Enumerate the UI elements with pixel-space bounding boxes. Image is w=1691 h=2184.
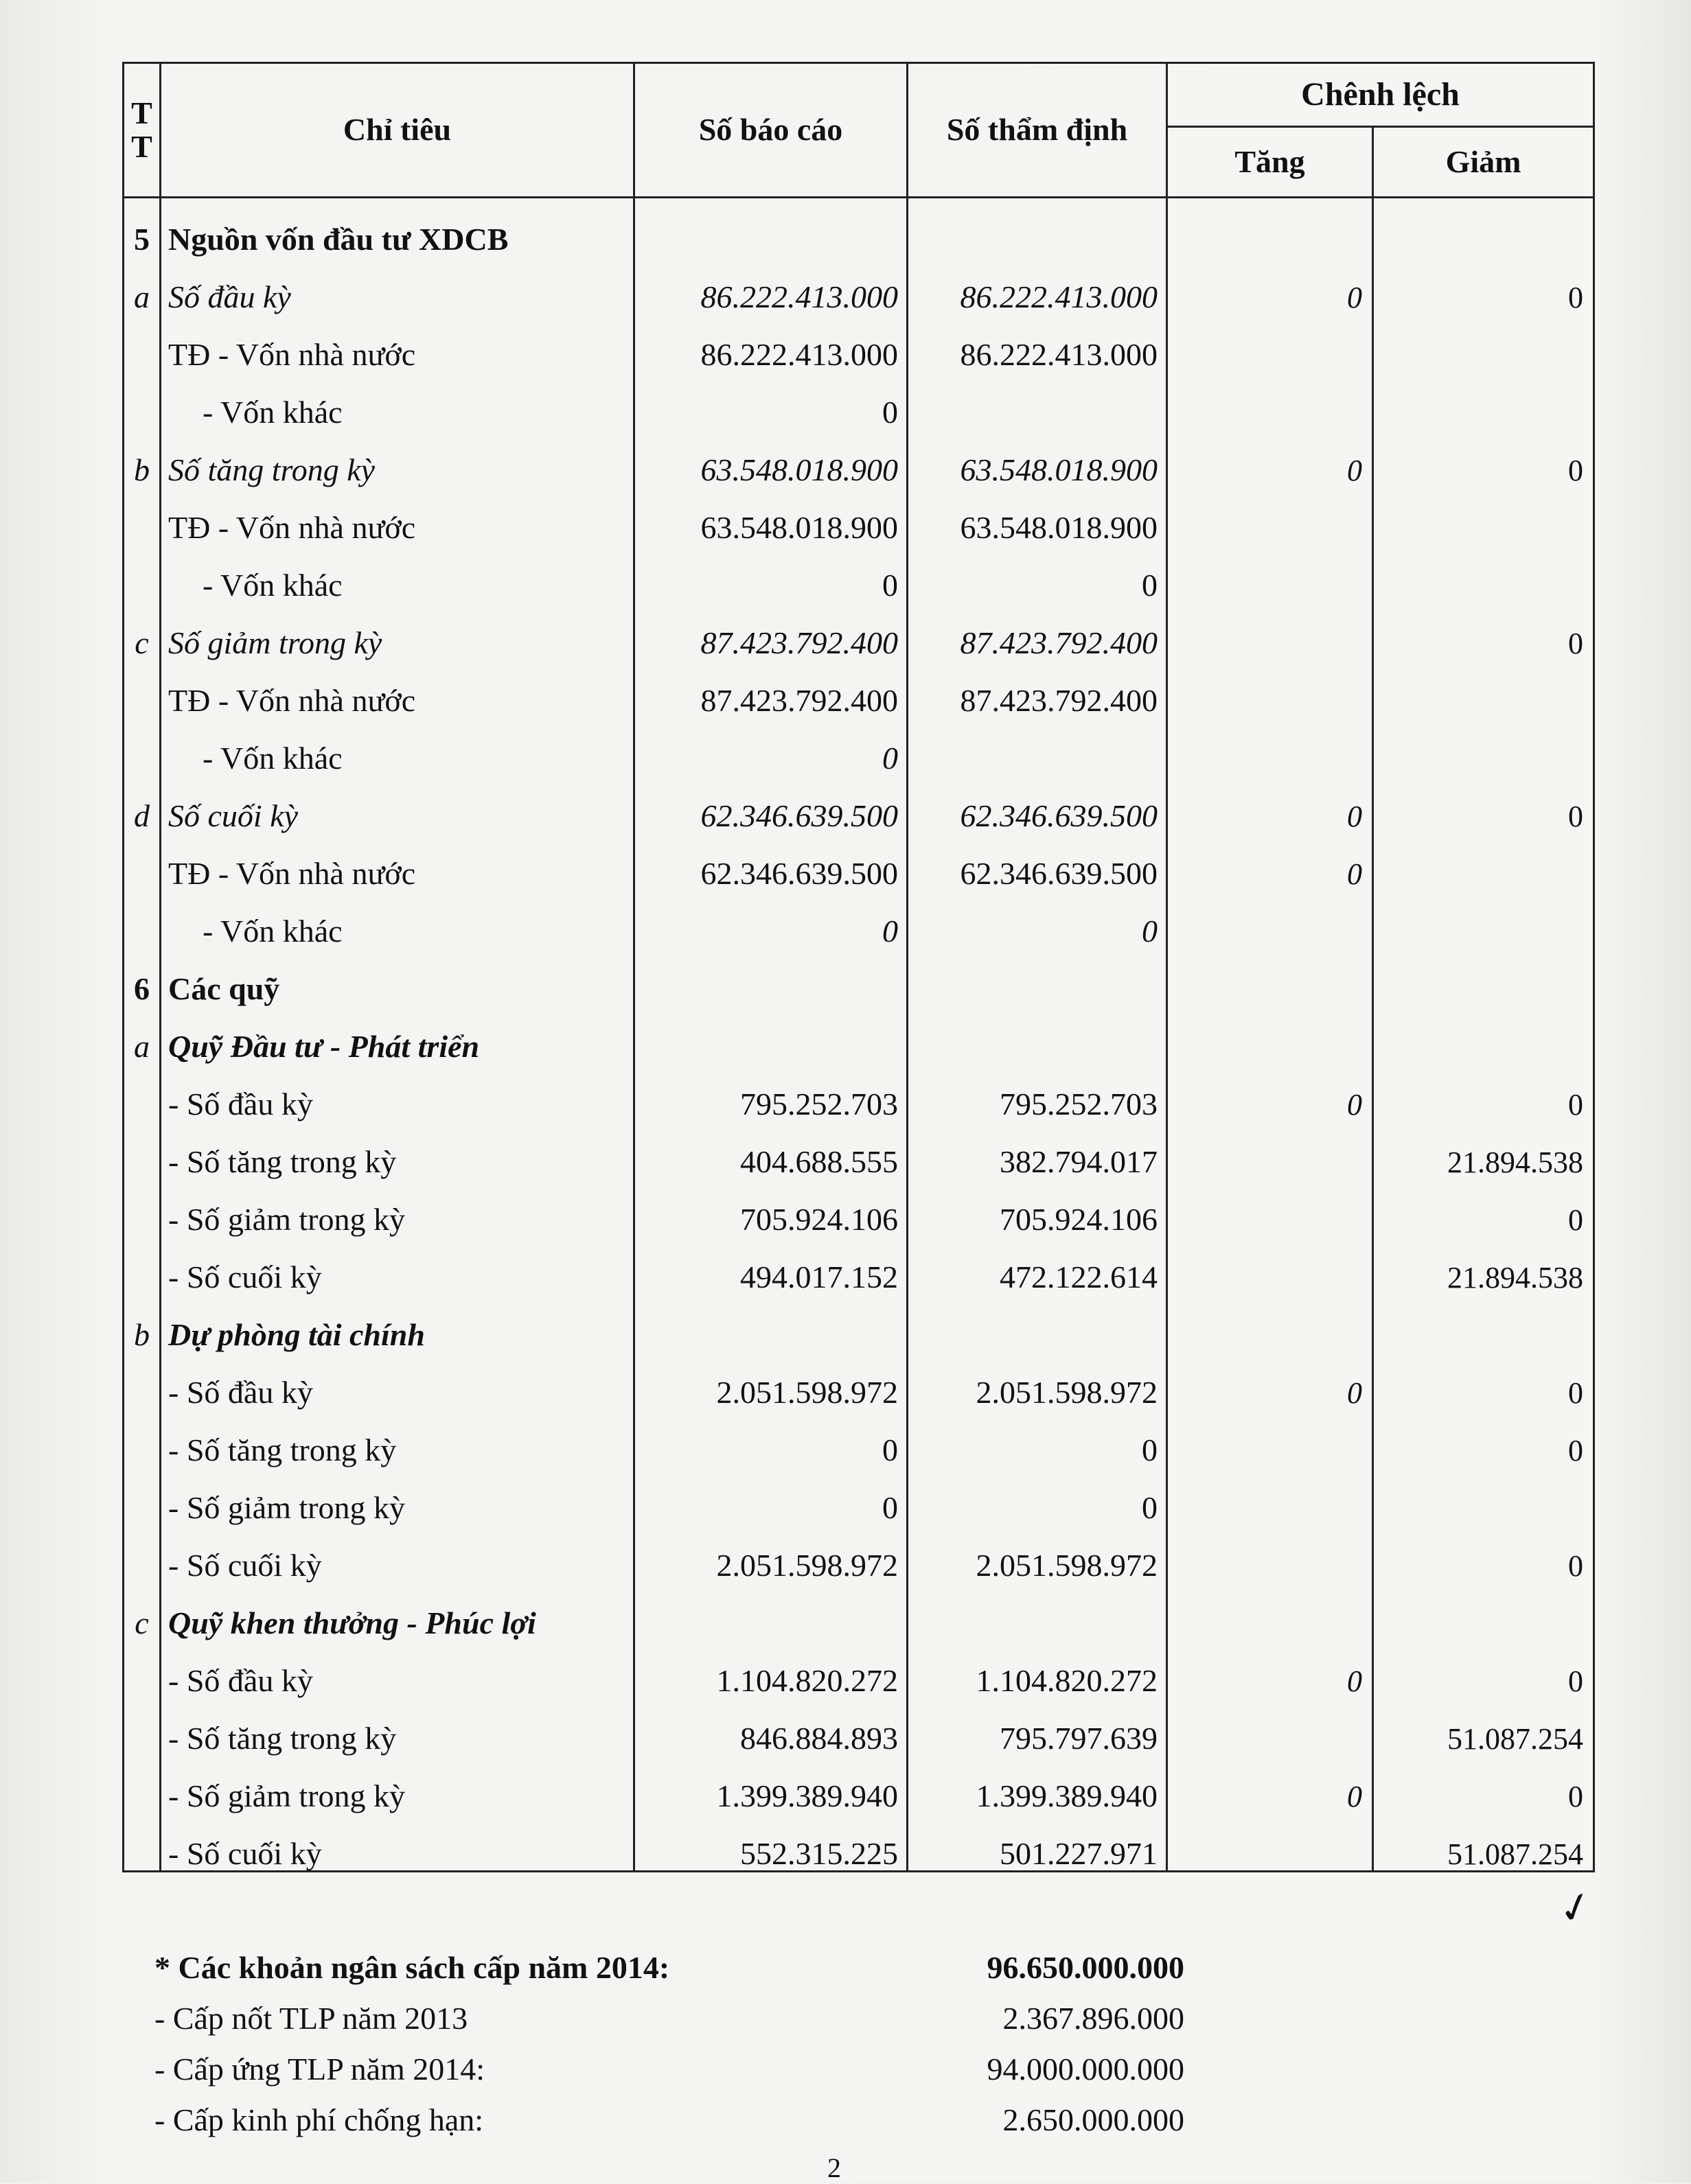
row-so-tham-dinh: 472.122.614 [908,1236,1167,1294]
row-tt: c [124,602,161,660]
budget-section [154,1949,1184,2152]
row-so-bao-cao: 0 [634,1467,908,1524]
row-label: Các quỹ [161,948,634,1006]
table-row [124,1755,1594,1813]
row-so-bao-cao: 552.315.225 [634,1813,908,1872]
row-so-bao-cao: 0 [634,1409,908,1467]
row-giam: 0 [1373,256,1594,314]
row-giam [1373,1582,1594,1640]
budget-item-value: 2.650.000.000 [1002,2102,1184,2137]
row-tt [124,1236,161,1294]
row-label: Nguồn vốn đầu tư XDCB [161,198,634,257]
row-giam: 21.894.538 [1373,1236,1594,1294]
table-row [124,1467,1594,1524]
budget-item [154,2000,1184,2051]
row-tang [1167,1582,1373,1640]
row-label: - Vốn khác [161,544,634,602]
row-so-bao-cao [634,1006,908,1063]
row-so-tham-dinh: 501.227.971 [908,1813,1167,1872]
table-row [124,1294,1594,1351]
row-tt [124,1063,161,1121]
row-tang [1167,1467,1373,1524]
row-label: - Số cuối kỳ [161,1524,634,1582]
row-so-bao-cao: 87.423.792.400 [634,660,908,717]
table-row [124,544,1594,602]
row-tang [1167,1813,1373,1872]
row-so-tham-dinh: 87.423.792.400 [908,660,1167,717]
row-so-bao-cao: 86.222.413.000 [634,314,908,371]
row-tt [124,1640,161,1697]
table-row [124,948,1594,1006]
row-tt: a [124,256,161,314]
row-label: - Số tăng trong kỳ [161,1121,634,1178]
row-tt: d [124,775,161,833]
table-row [124,890,1594,948]
row-so-bao-cao: 63.548.018.900 [634,429,908,487]
row-so-tham-dinh: 705.924.106 [908,1178,1167,1236]
row-so-bao-cao: 846.884.893 [634,1697,908,1755]
row-tt [124,833,161,890]
row-label: Số tăng trong kỳ [161,429,634,487]
financial-table [122,62,1595,1872]
page-number: 2 [827,2152,841,2183]
row-label: Số cuối kỳ [161,775,634,833]
row-so-bao-cao [634,948,908,1006]
row-tt [124,717,161,775]
table-row [124,1409,1594,1467]
row-tang [1167,602,1373,660]
row-so-bao-cao [634,1294,908,1351]
row-so-tham-dinh: 1.399.389.940 [908,1755,1167,1813]
row-tang [1167,1294,1373,1351]
row-giam: 0 [1373,1063,1594,1121]
row-so-tham-dinh [908,948,1167,1006]
row-tt [124,487,161,544]
table-row [124,602,1594,660]
row-tang [1167,1178,1373,1236]
row-tt [124,1409,161,1467]
row-tang: 0 [1167,256,1373,314]
row-tang: 0 [1167,429,1373,487]
row-giam [1373,717,1594,775]
row-tang [1167,544,1373,602]
row-giam: 0 [1373,1351,1594,1409]
row-giam [1373,1006,1594,1063]
row-so-tham-dinh [908,1294,1167,1351]
row-so-bao-cao: 62.346.639.500 [634,833,908,890]
table-row [124,1640,1594,1697]
budget-item [154,2051,1184,2102]
row-so-bao-cao: 62.346.639.500 [634,775,908,833]
header-giam: Giảm [1373,127,1594,198]
row-label: - Số giảm trong kỳ [161,1178,634,1236]
row-so-bao-cao: 705.924.106 [634,1178,908,1236]
row-tt [124,660,161,717]
row-label: TĐ - Vốn nhà nước [161,660,634,717]
row-giam: 51.087.254 [1373,1813,1594,1872]
row-tt [124,371,161,429]
row-so-tham-dinh: 0 [908,890,1167,948]
row-so-bao-cao: 2.051.598.972 [634,1524,908,1582]
row-so-tham-dinh: 2.051.598.972 [908,1351,1167,1409]
row-giam [1373,371,1594,429]
row-tang [1167,487,1373,544]
row-label: Dự phòng tài chính [161,1294,634,1351]
budget-item-label: - Cấp nốt TLP năm 2013 [154,2001,468,2036]
row-label: Số đầu kỳ [161,256,634,314]
row-tt [124,1697,161,1755]
row-label: - Số cuối kỳ [161,1813,634,1872]
row-giam: 51.087.254 [1373,1697,1594,1755]
row-tang: 0 [1167,1640,1373,1697]
row-tang [1167,1697,1373,1755]
table-row [124,1063,1594,1121]
row-tt [124,890,161,948]
table-row [124,314,1594,371]
row-giam: 0 [1373,602,1594,660]
table-row [124,775,1594,833]
row-so-bao-cao: 87.423.792.400 [634,602,908,660]
row-so-bao-cao [634,198,908,257]
table-row [124,1236,1594,1294]
row-tang [1167,948,1373,1006]
row-tt: 5 [124,198,161,257]
budget-item-label: - Cấp ứng TLP năm 2014: [154,2052,485,2087]
row-giam: 0 [1373,1409,1594,1467]
table-row [124,429,1594,487]
row-so-bao-cao: 494.017.152 [634,1236,908,1294]
table-row [124,1006,1594,1063]
row-tt [124,1178,161,1236]
row-tt [124,1755,161,1813]
row-so-tham-dinh: 2.051.598.972 [908,1524,1167,1582]
table-row [124,1582,1594,1640]
table-row [124,371,1594,429]
row-so-tham-dinh: 0 [908,1409,1167,1467]
table-row [124,833,1594,890]
row-giam [1373,890,1594,948]
check-mark: ✓ [1553,1881,1598,1935]
row-so-tham-dinh: 87.423.792.400 [908,602,1167,660]
budget-item-value: 2.367.896.000 [1002,2001,1184,2036]
row-so-bao-cao: 0 [634,890,908,948]
row-so-tham-dinh: 62.346.639.500 [908,775,1167,833]
row-label: - Số đầu kỳ [161,1063,634,1121]
row-tang [1167,1236,1373,1294]
row-tang [1167,314,1373,371]
row-so-tham-dinh [908,1582,1167,1640]
row-tt: b [124,429,161,487]
row-so-bao-cao: 1.399.389.940 [634,1755,908,1813]
row-label: TĐ - Vốn nhà nước [161,487,634,544]
row-so-bao-cao: 0 [634,717,908,775]
row-tt [124,1524,161,1582]
row-tang: 0 [1167,1063,1373,1121]
row-tt: a [124,1006,161,1063]
row-tt: b [124,1294,161,1351]
row-so-tham-dinh: 382.794.017 [908,1121,1167,1178]
row-so-bao-cao: 86.222.413.000 [634,256,908,314]
table-row [124,1178,1594,1236]
row-tt [124,1813,161,1872]
table-row [124,660,1594,717]
row-so-tham-dinh [908,198,1167,257]
row-label: - Vốn khác [161,717,634,775]
budget-item [154,2102,1184,2152]
row-giam: 0 [1373,429,1594,487]
row-tang [1167,1121,1373,1178]
row-so-tham-dinh: 86.222.413.000 [908,314,1167,371]
row-giam: 21.894.538 [1373,1121,1594,1178]
row-giam: 0 [1373,1178,1594,1236]
row-so-bao-cao: 63.548.018.900 [634,487,908,544]
budget-title-row [154,1949,1184,2000]
row-tt [124,314,161,371]
row-label: Số giảm trong kỳ [161,602,634,660]
row-tt [124,544,161,602]
row-giam [1373,314,1594,371]
row-tang [1167,717,1373,775]
row-label: - Số cuối kỳ [161,1236,634,1294]
row-label: - Vốn khác [161,890,634,948]
row-so-bao-cao: 0 [634,371,908,429]
row-tang [1167,660,1373,717]
row-tang [1167,1524,1373,1582]
header-tt: T T [124,63,161,198]
row-so-bao-cao: 1.104.820.272 [634,1640,908,1697]
row-giam: 0 [1373,1640,1594,1697]
header-so-tham-dinh: Số thẩm định [908,63,1167,198]
row-giam [1373,198,1594,257]
row-tt: c [124,1582,161,1640]
table-row [124,487,1594,544]
row-so-tham-dinh: 0 [908,544,1167,602]
row-giam [1373,544,1594,602]
row-giam [1373,1467,1594,1524]
table-row [124,1813,1594,1872]
row-label: TĐ - Vốn nhà nước [161,314,634,371]
row-tt [124,1351,161,1409]
table-row [124,717,1594,775]
row-tt [124,1467,161,1524]
row-tt [124,1121,161,1178]
row-giam [1373,487,1594,544]
row-so-bao-cao: 404.688.555 [634,1121,908,1178]
row-giam [1373,1294,1594,1351]
budget-total: 96.650.000.000 [987,1950,1184,1985]
row-giam: 0 [1373,1524,1594,1582]
row-label: - Số đầu kỳ [161,1640,634,1697]
table-row [124,198,1594,257]
row-so-bao-cao [634,1582,908,1640]
row-label: Quỹ khen thưởng - Phúc lợi [161,1582,634,1640]
header-chi-tieu: Chỉ tiêu [161,63,634,198]
row-label: - Số tăng trong kỳ [161,1697,634,1755]
row-so-bao-cao: 2.051.598.972 [634,1351,908,1409]
header-so-bao-cao: Số báo cáo [634,63,908,198]
table-row [124,1524,1594,1582]
row-so-tham-dinh: 0 [908,1467,1167,1524]
budget-item-label: - Cấp kinh phí chống hạn: [154,2102,484,2137]
row-so-tham-dinh: 86.222.413.000 [908,256,1167,314]
row-tang [1167,371,1373,429]
row-giam [1373,833,1594,890]
budget-item-value: 94.000.000.000 [987,2052,1184,2087]
row-so-tham-dinh: 63.548.018.900 [908,487,1167,544]
row-tt: 6 [124,948,161,1006]
table-row [124,1697,1594,1755]
row-so-tham-dinh: 795.252.703 [908,1063,1167,1121]
row-so-tham-dinh: 63.548.018.900 [908,429,1167,487]
row-tang [1167,1409,1373,1467]
row-giam: 0 [1373,1755,1594,1813]
row-label: - Số đầu kỳ [161,1351,634,1409]
row-tang: 0 [1167,1755,1373,1813]
row-so-tham-dinh [908,717,1167,775]
row-tang [1167,1006,1373,1063]
row-so-tham-dinh [908,1006,1167,1063]
row-giam [1373,948,1594,1006]
header-chenh-lech: Chênh lệch [1167,63,1594,127]
row-so-tham-dinh: 795.797.639 [908,1697,1167,1755]
row-label: - Số tăng trong kỳ [161,1409,634,1467]
header-tang: Tăng [1167,127,1373,198]
row-tang: 0 [1167,1351,1373,1409]
table-row [124,1351,1594,1409]
budget-title: * Các khoản ngân sách cấp năm 2014: [154,1950,670,1985]
row-so-bao-cao: 795.252.703 [634,1063,908,1121]
row-so-tham-dinh [908,371,1167,429]
row-tang [1167,890,1373,948]
row-label: - Số giảm trong kỳ [161,1467,634,1524]
table-row [124,256,1594,314]
row-tang: 0 [1167,833,1373,890]
table-row [124,1121,1594,1178]
row-tang: 0 [1167,775,1373,833]
row-so-bao-cao: 0 [634,544,908,602]
row-so-tham-dinh: 62.346.639.500 [908,833,1167,890]
row-giam [1373,660,1594,717]
row-label: - Số giảm trong kỳ [161,1755,634,1813]
row-giam: 0 [1373,775,1594,833]
row-label: - Vốn khác [161,371,634,429]
row-tang [1167,198,1373,257]
row-label: TĐ - Vốn nhà nước [161,833,634,890]
row-so-tham-dinh: 1.104.820.272 [908,1640,1167,1697]
row-label: Quỹ Đầu tư - Phát triển [161,1006,634,1063]
